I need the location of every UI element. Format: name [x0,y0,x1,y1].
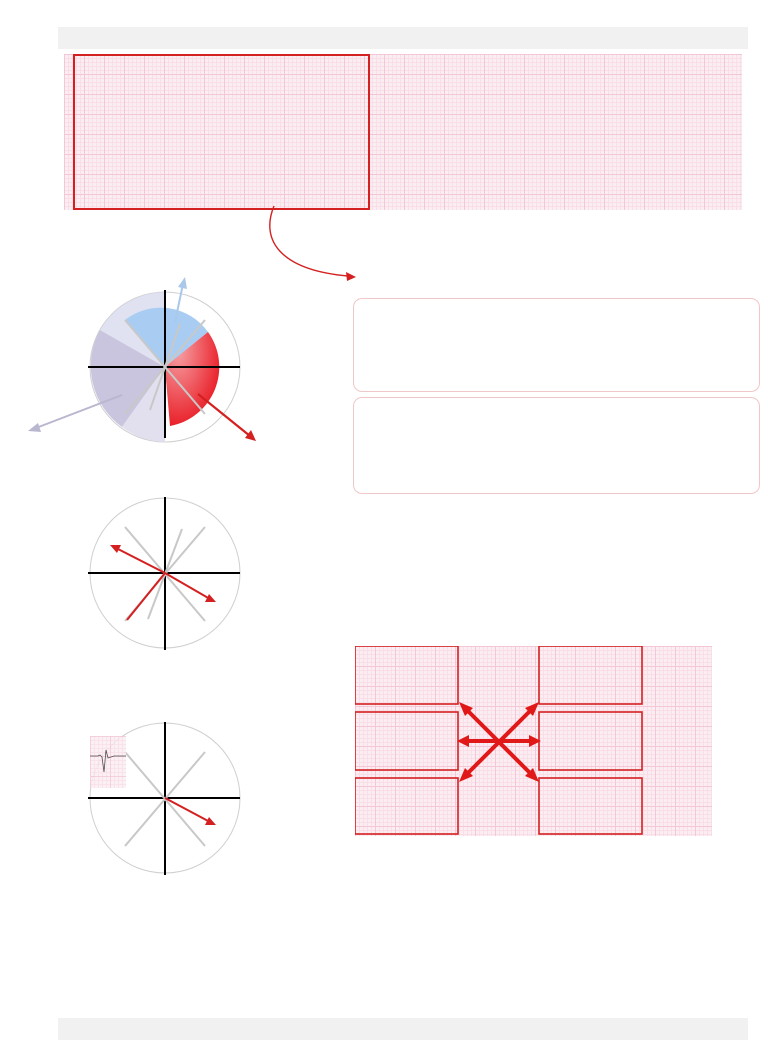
limb-lead-highlight [73,54,370,210]
step-2-box [353,397,760,494]
axis-wheel-3 [0,720,345,880]
axis-wheel-1 [0,240,345,460]
next-title-bar [58,1018,748,1040]
perpendicular-highlights [355,646,655,836]
memorise-item-1 [382,593,402,609]
memorise-item-3 [382,627,402,643]
title-bar [58,27,748,49]
memorise-item-2 [382,610,402,626]
avr-thumbnail-trace [90,736,126,788]
step-1-box [353,298,760,392]
axis-wheel-2 [0,495,345,655]
avr-thumbnail [90,736,126,788]
